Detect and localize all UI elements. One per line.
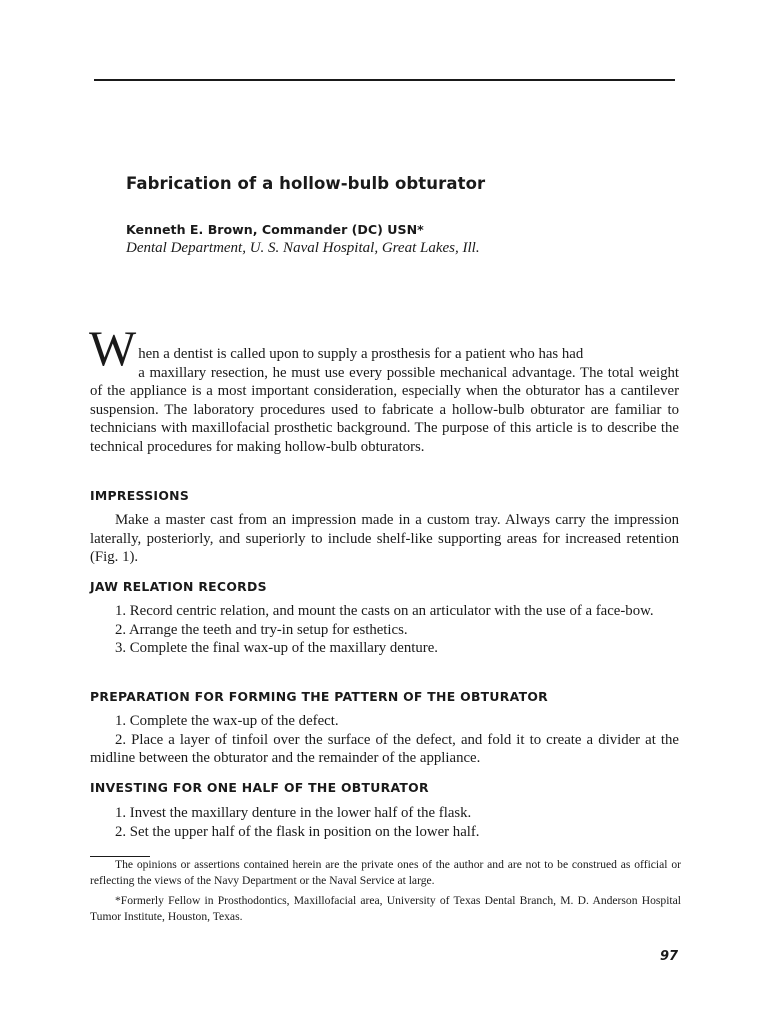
preparation-list [90, 712, 679, 768]
intro-rest: a maxillary resection, he must use every possible mechanical advantage. The total weight of the appliance is a most important consideration, especially when the obturator has a cantilever suspension. The laboratory procedures used to fabricate a hollow-bulb obturator are familiar to technicians with maxillofacial prosthetic background. The purpose of this article is to describe the technical procedures for making hollow-bulb obturators. [90, 364, 679, 455]
footnote-disclaimer: The opinions or assertions contained herein are the private ones of the author and are not to be construed as official or reflecting the views of the Navy Department or the Naval Service at large. [90, 858, 681, 888]
impressions-paragraph: Make a master cast from an impression made in a custom tray. Always carry the impression laterally, posteriorly, and superiorly to include shelf-like supporting areas for increased retention (Fig. 1). [90, 512, 679, 566]
footnote-author: *Formerly Fellow in Prosthodontics, Maxillofacial area, University of Texas Dental Branch, M. D. Anderson Hospital Tumor Institute, Houston, Texas. [90, 893, 681, 924]
jaw-relation-list [90, 602, 679, 658]
heading-impressions: IMPRESSIONS [90, 488, 190, 503]
list-item: 1. Invest the maxillary denture in the lower half of the flask. [115, 805, 472, 821]
impressions-section [90, 511, 679, 567]
footnotes [90, 857, 681, 929]
article-title: Fabrication of a hollow-bulb obturator [126, 174, 486, 193]
heading-preparation: PREPARATION FOR FORMING THE PATTERN OF THE OBTURATOR [90, 689, 548, 704]
list-item: 1. Record centric relation, and mount the casts on an articulator with the use of a face-bow. [115, 603, 654, 619]
list-item: 2. Place a layer of tinfoil over the surface of the defect, and fold it to create a divider at the midline between the obturator and the remainder of the appliance. [90, 731, 679, 767]
list-item: 3. Complete the final wax-up of the maxillary denture. [115, 640, 438, 657]
intro-paragraph [89, 320, 679, 457]
intro-first-line: hen a dentist is called upon to supply a prosthesis for a patient who has had [138, 346, 584, 362]
author-line: Kenneth E. Brown, Commander (DC) USN* [126, 222, 424, 237]
list-item: 1. Complete the wax-up of the defect. [115, 713, 339, 729]
list-item: 2. Set the upper half of the flask in position on the lower half. [115, 823, 480, 840]
list-item: 2. Arrange the teeth and try-in setup for esthetics. [115, 621, 408, 638]
drop-cap: W [89, 320, 137, 376]
heading-investing: INVESTING FOR ONE HALF OF THE OBTURATOR [90, 780, 429, 795]
page-number: 97 [660, 949, 679, 964]
heading-jaw-relation: JAW RELATION RECORDS [90, 579, 267, 594]
investing-list [90, 804, 679, 841]
affiliation-line: Dental Department, U. S. Naval Hospital, Great Lakes, Ill. [126, 240, 480, 256]
top-rule [94, 79, 675, 81]
